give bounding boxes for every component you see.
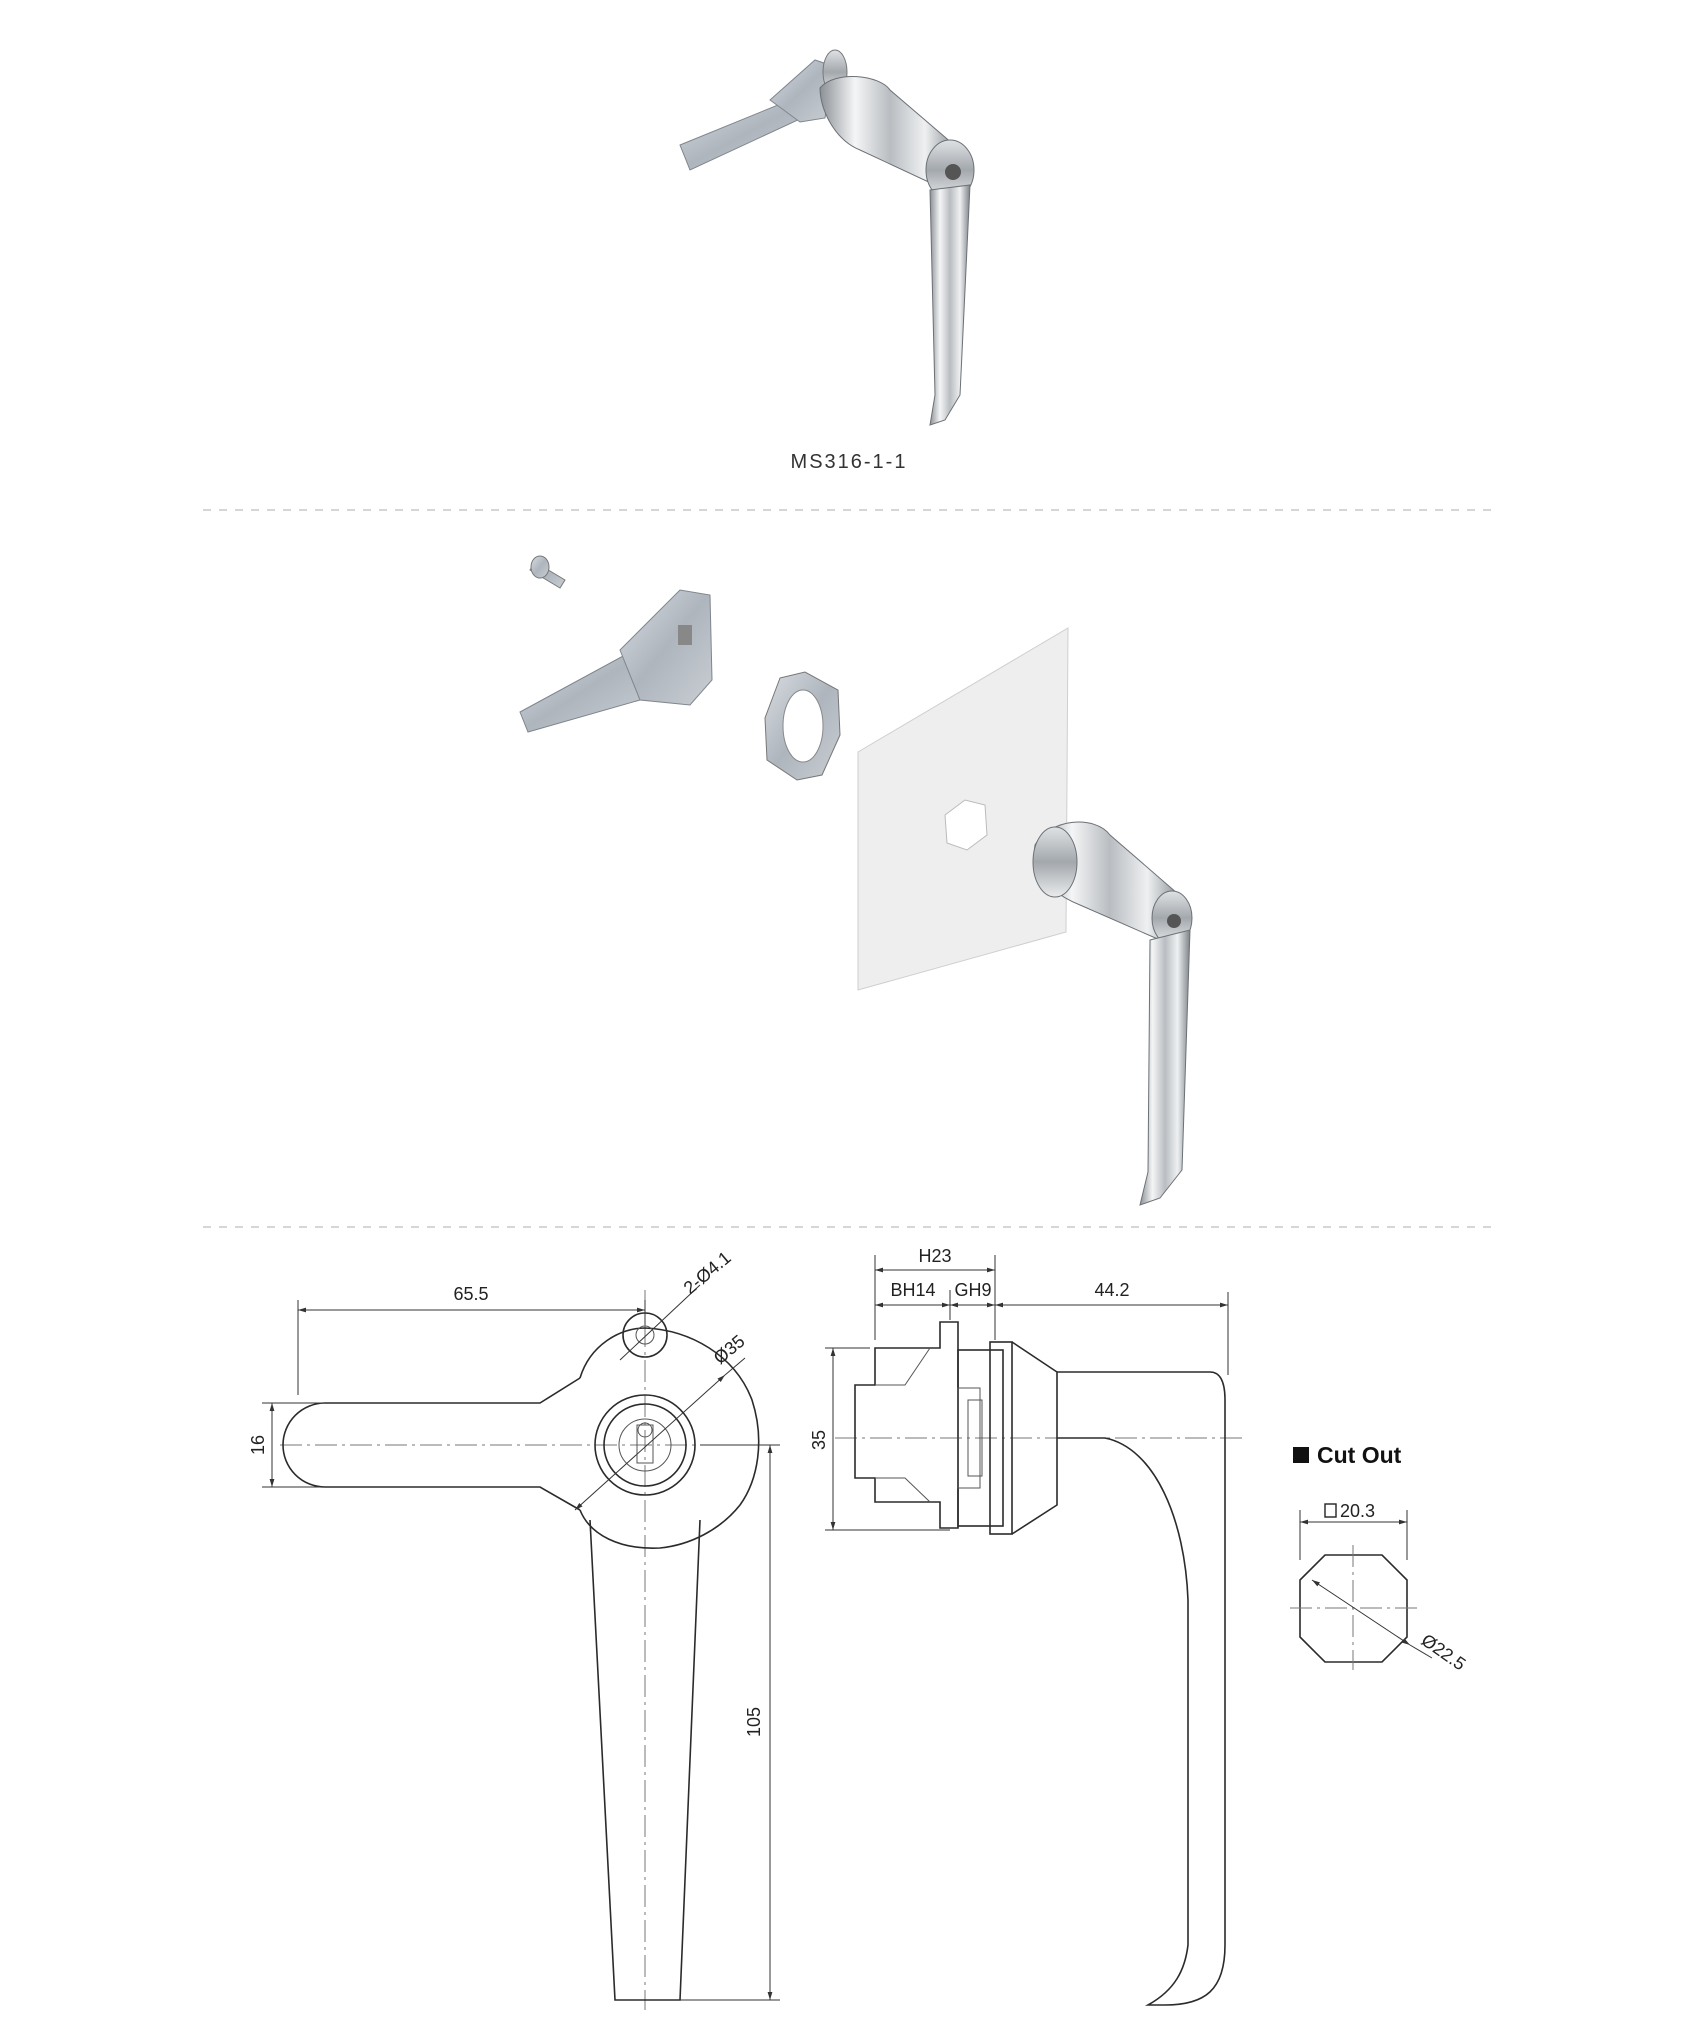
screw (530, 556, 565, 588)
dim-height: 35 (809, 1429, 829, 1451)
cutout-section (1290, 1442, 1469, 1674)
handle-body (1033, 822, 1192, 1205)
product-render-assembled (680, 50, 974, 425)
mounting-panel (858, 628, 1068, 990)
square-symbol-icon (1325, 1504, 1336, 1517)
cutout-bullet-icon (1293, 1447, 1309, 1463)
cam-bar (520, 590, 712, 732)
dim-flange: Ø35 (709, 1330, 749, 1369)
front-view (248, 1247, 780, 2010)
hex-nut (765, 672, 840, 780)
cutout-diameter-dim: Ø22.5 (1417, 1629, 1470, 1675)
side-view (809, 1246, 1245, 2005)
model-label: MS316-1-1 (790, 451, 908, 473)
dim-reach: 44.2 (1094, 1280, 1130, 1300)
cutout-title: Cut Out (1317, 1442, 1402, 1468)
dim-gh: GH9 (954, 1280, 992, 1300)
dim-bh: BH14 (890, 1280, 936, 1300)
cutout-square-dim: 20.3 (1340, 1501, 1376, 1521)
dim-holes: 2-Ø4.1 (679, 1247, 735, 1299)
dim-length: 105 (744, 1706, 764, 1738)
dim-width: 65.5 (453, 1284, 489, 1304)
dim-h: H23 (918, 1246, 952, 1266)
product-render-exploded (520, 556, 1192, 1205)
dim-handle-width: 16 (248, 1434, 268, 1456)
